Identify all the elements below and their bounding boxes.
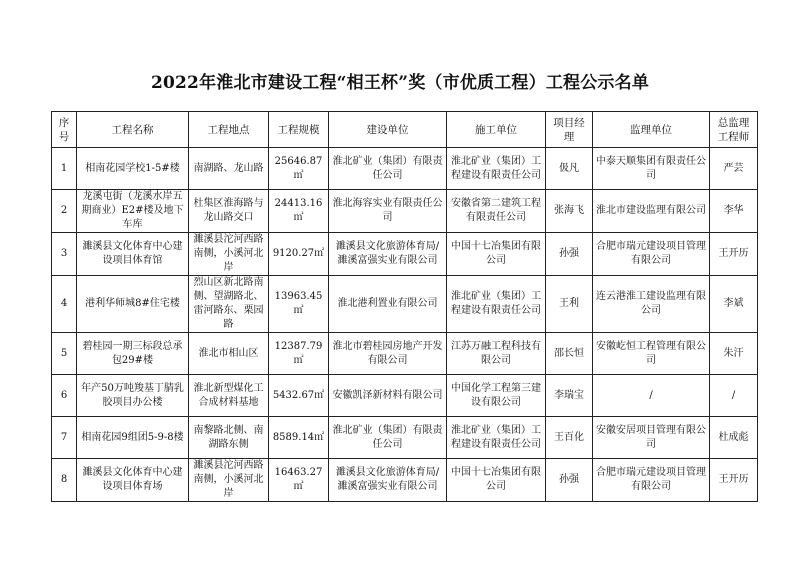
cell-contractor: 中国化学工程第三建设有限公司 — [447, 375, 546, 417]
cell-project-name: 濉溪县文化体育中心建设项目体育馆 — [77, 233, 189, 276]
col-header-supervisor-unit: 监理单位 — [593, 112, 710, 148]
col-header-location: 工程地点 — [189, 112, 269, 148]
header-row — [52, 112, 758, 148]
cell-project-manager: 张海飞 — [546, 190, 593, 233]
cell-location: 淮北市相山区 — [189, 333, 269, 375]
cell-chief-supervisor: 李斌 — [710, 276, 758, 333]
cell-index: 8 — [52, 459, 77, 502]
cell-index: 2 — [52, 190, 77, 233]
table-row — [52, 148, 758, 190]
cell-project-manager: 孙强 — [546, 459, 593, 502]
cell-index: 1 — [52, 148, 77, 190]
cell-scale: 25646.87㎡ — [269, 148, 329, 190]
cell-supervisor-unit: 安徽屹恒工程管理有限公司 — [593, 333, 710, 375]
cell-chief-supervisor: / — [710, 375, 758, 417]
cell-index: 4 — [52, 276, 77, 333]
cell-chief-supervisor: 朱汗 — [710, 333, 758, 375]
cell-chief-supervisor: 严芸 — [710, 148, 758, 190]
cell-location: 淮北新型煤化工合成材料基地 — [189, 375, 269, 417]
cell-supervisor-unit: 合肥市瑞元建设项目管理有限公司 — [593, 233, 710, 276]
cell-contractor: 淮北矿业（集团）工程建设有限责任公司 — [447, 148, 546, 190]
cell-index: 5 — [52, 333, 77, 375]
table-row — [52, 233, 758, 276]
col-header-project-manager: 项目经理 — [546, 112, 593, 148]
cell-contractor: 中国十七冶集团有限公司 — [447, 459, 546, 502]
cell-contractor: 安徽省第二建筑工程有限责任公司 — [447, 190, 546, 233]
page-title: 2022年淮北市建设工程“相王杯”奖（市优质工程）工程公示名单 — [150, 73, 650, 93]
project-table — [51, 111, 758, 502]
cell-project-name: 港利华师城8#住宅楼 — [77, 276, 189, 333]
cell-location: 烈山区新北路南侧、望湖路北、雷河路东、栗园路 — [189, 276, 269, 333]
cell-project-manager: 王利 — [546, 276, 593, 333]
cell-index: 7 — [52, 417, 77, 459]
cell-scale: 12387.79㎡ — [269, 333, 329, 375]
table-row — [52, 276, 758, 333]
cell-supervisor-unit: / — [593, 375, 710, 417]
cell-location: 南黎路北侧、南湖路东侧 — [189, 417, 269, 459]
col-header-index: 序号 — [52, 112, 77, 148]
cell-location: 南湖路、龙山路 — [189, 148, 269, 190]
cell-supervisor-unit: 安徽安居项目管理有限公司 — [593, 417, 710, 459]
col-header-scale: 工程规模 — [269, 112, 329, 148]
cell-contractor: 淮北矿业（集团）工程建设有限责任公司 — [447, 417, 546, 459]
cell-project-manager: 孙强 — [546, 233, 593, 276]
cell-location: 濉溪县沱河西路南侧，小溪河北岸 — [189, 459, 269, 502]
cell-chief-supervisor: 李华 — [710, 190, 758, 233]
cell-client: 安徽凯泽新材料有限公司 — [329, 375, 447, 417]
cell-location: 杜集区淮海路与龙山路交口 — [189, 190, 269, 233]
col-header-contractor: 施工单位 — [447, 112, 546, 148]
cell-scale: 9120.27㎡ — [269, 233, 329, 276]
cell-supervisor-unit: 中泰天顺集团有限责任公司 — [593, 148, 710, 190]
table-row — [52, 333, 758, 375]
cell-contractor: 中国十七冶集团有限公司 — [447, 233, 546, 276]
cell-client: 淮北港利置业有限公司 — [329, 276, 447, 333]
cell-client: 濉溪县文化旅游体育局/濉溪富强实业有限公司 — [329, 459, 447, 502]
col-header-chief-supervisor: 总监理工程师 — [710, 112, 758, 148]
table-row — [52, 417, 758, 459]
cell-project-manager: 李瑞宝 — [546, 375, 593, 417]
table-row — [52, 375, 758, 417]
cell-chief-supervisor: 王开历 — [710, 459, 758, 502]
cell-project-name: 相南花园学校1-5#楼 — [77, 148, 189, 190]
cell-index: 3 — [52, 233, 77, 276]
cell-index: 6 — [52, 375, 77, 417]
cell-supervisor-unit: 淮北市建设监理有限公司 — [593, 190, 710, 233]
cell-scale: 13963.45㎡ — [269, 276, 329, 333]
cell-project-name: 相南花园9组团5-9-8楼 — [77, 417, 189, 459]
col-header-client: 建设单位 — [329, 112, 447, 148]
cell-client: 淮北海容实业有限责任公司 — [329, 190, 447, 233]
cell-client: 淮北市碧桂园房地产开发有限公司 — [329, 333, 447, 375]
cell-project-manager: 伋凡 — [546, 148, 593, 190]
cell-supervisor-unit: 连云港淮工建设监理有限公司 — [593, 276, 710, 333]
cell-chief-supervisor: 杜成彪 — [710, 417, 758, 459]
cell-client: 淮北矿业（集团）有限责任公司 — [329, 148, 447, 190]
cell-project-manager: 邵长恒 — [546, 333, 593, 375]
cell-scale: 24413.16㎡ — [269, 190, 329, 233]
cell-project-name: 碧桂园一期三标段总承包29#楼 — [77, 333, 189, 375]
cell-scale: 8589.14㎡ — [269, 417, 329, 459]
cell-scale: 5432.67㎡ — [269, 375, 329, 417]
cell-project-manager: 王百化 — [546, 417, 593, 459]
col-header-project-name: 工程名称 — [77, 112, 189, 148]
table-row — [52, 459, 758, 502]
cell-client: 濉溪县文化旅游体育局/濉溪富强实业有限公司 — [329, 233, 447, 276]
cell-chief-supervisor: 王开历 — [710, 233, 758, 276]
cell-location: 濉溪县沱河西路南侧，小溪河北岸 — [189, 233, 269, 276]
cell-supervisor-unit: 合肥市瑞元建设项目管理有限公司 — [593, 459, 710, 502]
cell-client: 淮北矿业（集团）有限责任公司 — [329, 417, 447, 459]
cell-contractor: 淮北矿业（集团）工程建设有限责任公司 — [447, 276, 546, 333]
table-row — [52, 190, 758, 233]
cell-scale: 16463.27㎡ — [269, 459, 329, 502]
cell-project-name: 濉溪县文化体育中心建设项目体育场 — [77, 459, 189, 502]
cell-contractor: 江苏万融工程科技有限公司 — [447, 333, 546, 375]
cell-project-name: 龙溪屯街（龙溪水岸五期商业）E2#楼及地下车库 — [77, 190, 189, 233]
cell-project-name: 年产50万吨羧基丁腈乳胶项目办公楼 — [77, 375, 189, 417]
